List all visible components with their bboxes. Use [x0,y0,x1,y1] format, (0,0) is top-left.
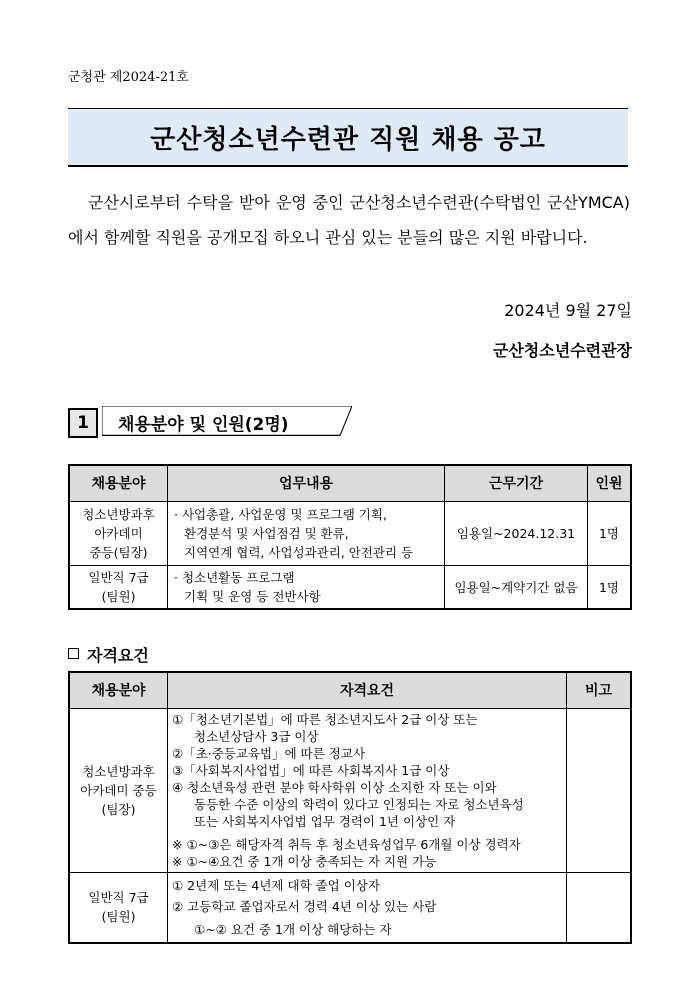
intro-paragraph [68,185,630,255]
qualification-cell: ①「청소년기본법」에 따른 청소년지도사 2급 이상 또는 청소년상담사 3급 이상 ②「초·중등교육법」에 따른 정교사 ③「사회복지사업법」에 따른 사회복지사 1급 이상 ④ 청소년육성 관련 분야 학사학위 이상 소지한 자 또는 이와 동등한 수준 이상의 학력이 있다고 인정되는 자로 청소년육성 또는 사회복지사업법 업무 경력이 1년 이상인 자 ※ ①~③은 해당자격 취득 후 청소년육성업무 6개월 이상 경력자 ※ ①~④요건 중 1개 이상 충족되는 자 지원 가능 [168,708,567,872]
period-cell: 임용일~2024.12.31 [445,501,588,565]
recruitment-table [68,464,632,610]
section-number-badge: 1 [68,408,98,438]
qualification-heading: 자격요건 [68,643,149,666]
header-field: 채용분야 [69,672,168,708]
qualification-table [68,671,632,944]
page-title: 군산청소년수련관 직원 채용 공고 [150,124,546,155]
table-row [69,872,631,943]
square-bullet-icon [68,648,79,659]
notice-date: 2024년 9월 27일 [504,301,632,320]
field-cell: 일반직 7급 (팀원) [69,872,168,943]
count-cell: 1명 [588,501,632,565]
period-cell: 임용일~계약기간 없음 [445,565,588,609]
table-header-row [69,672,631,708]
section-title [102,406,352,436]
issuer-signature: 군산청소년수련관장 [492,341,632,360]
section-title-label: 채용분야 및 인원(2명) [118,415,289,435]
table-header-row [69,465,631,501]
qualification-cell: ① 2년제 또는 4년제 대학 졸업 이상자 ② 고등학교 졸업자로서 경력 4년 이상 있는 사람 ①~② 요건 중 1개 이상 해당하는 자 [168,872,567,943]
header-remarks: 비고 [567,672,632,708]
field-cell: 청소년방과후 아카데미 중등 (팀장) [69,708,168,872]
header-period: 근무기간 [445,465,588,501]
table-row [69,708,631,872]
field-cell: 일반직 7급 (팀원) [69,565,168,609]
table-row [69,501,631,565]
duties-cell: · 사업총괄, 사업운영 및 프로그램 기획, 환경분석 및 사업점검 및 환류, 지역연계 협력, 사업성과관리, 안전관리 등 [168,501,445,565]
duties-cell: · 청소년활동 프로그램 기획 및 운영 등 전반사항 [168,565,445,609]
header-field: 채용분야 [69,465,168,501]
remarks-cell [567,708,632,872]
document-number: 군청관 제2024-21호 [68,70,189,85]
title-banner [68,108,628,167]
intro-text: 군산시로부터 수탁을 받아 운영 중인 군산청소년수련관(수탁법인 군산YMCA)에서 함께할 직원을 공개모집 하오니 관심 있는 분들의 많은 지원 바랍니다. [68,193,630,247]
header-duties: 업무내용 [168,465,445,501]
table-row [69,565,631,609]
header-qualification: 자격요건 [168,672,567,708]
count-cell: 1명 [588,565,632,609]
header-count: 인원 [588,465,632,501]
remarks-cell [567,872,632,943]
field-cell: 청소년방과후 아카데미 중등(팀장) [69,501,168,565]
